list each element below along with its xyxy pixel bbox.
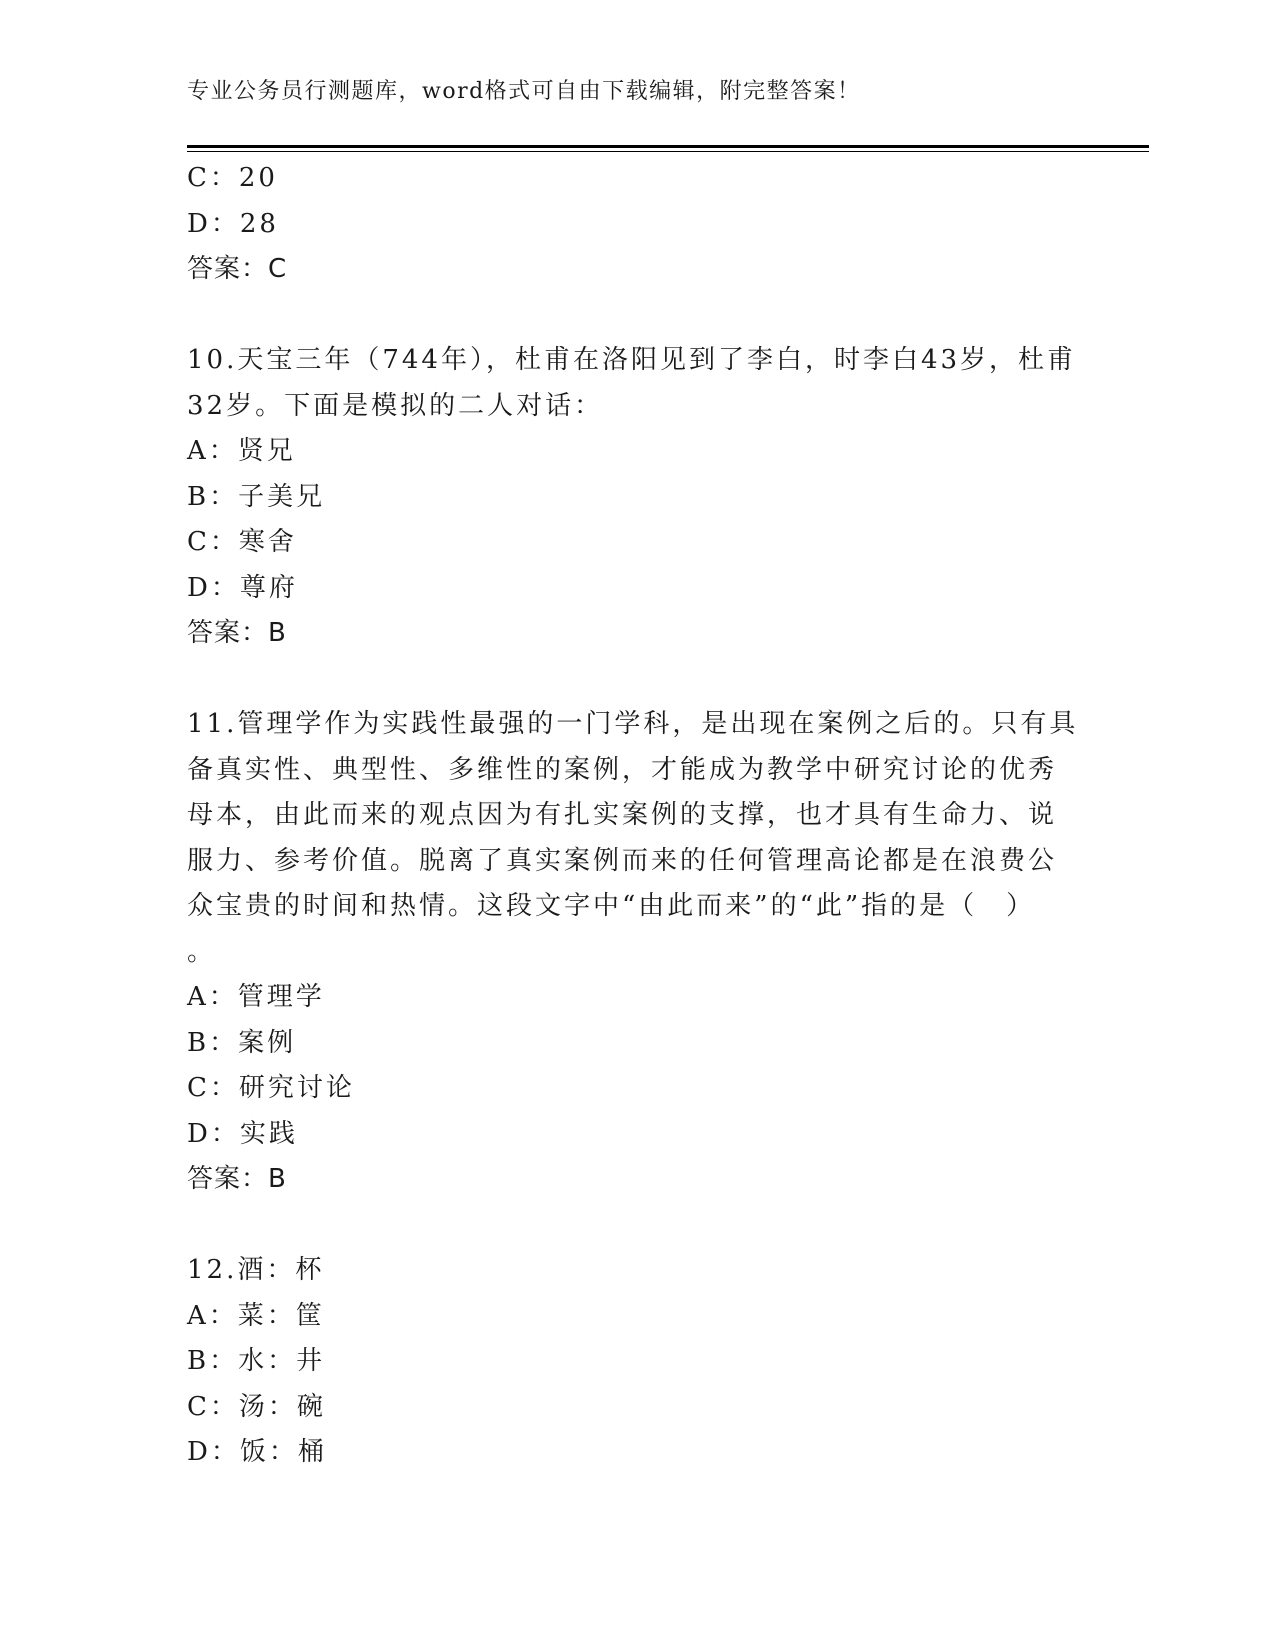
q12-option-a: A：菜：筐 xyxy=(187,1300,325,1331)
q10-option-d: D：尊府 xyxy=(187,572,298,603)
q10-stem xyxy=(187,338,1077,429)
q11-stem-line: 11.管理学作为实践性最强的一门学科，是出现在案例之后的。只有具 xyxy=(187,709,1079,739)
page-header: 专业公务员行测题库，word格式可自由下载编辑，附完整答案！ xyxy=(187,79,861,104)
q11-stem-line: 母本，由此而来的观点因为有扎实案例的支撑，也才具有生命力、说 xyxy=(187,800,1058,830)
q9-option-d: D：28 xyxy=(187,208,279,239)
spacer xyxy=(187,1203,1077,1249)
question-content xyxy=(187,156,1077,1476)
spacer xyxy=(187,657,1077,703)
q11-option-c: C：研究讨论 xyxy=(187,1073,355,1103)
q12-stem-line: 12.酒：杯 xyxy=(187,1255,325,1285)
header-divider-thin xyxy=(187,151,1149,152)
q11-option-a: A：管理学 xyxy=(187,982,325,1012)
q11-stem xyxy=(187,702,1077,975)
q11-option-d: D：实践 xyxy=(187,1118,298,1149)
q9-answer: 答案：C xyxy=(187,254,288,284)
q12-option-d: D：饭：桶 xyxy=(187,1437,327,1467)
q12-option-b: B：水：井 xyxy=(187,1346,326,1376)
q10-stem-line: 10.天宝三年（744年），杜甫在洛阳见到了李白，时李白43岁，杜甫 xyxy=(187,345,1077,375)
q11-stem-line: 。 xyxy=(187,936,217,967)
q10-stem-line: 32岁。下面是模拟的二人对话： xyxy=(187,390,604,421)
q9-option-c: C：20 xyxy=(187,163,278,193)
q12-stem xyxy=(187,1248,1077,1294)
q11-option-b: B：案例 xyxy=(187,1027,297,1058)
q10-answer: 答案：B xyxy=(187,618,287,648)
q10-option-a: A：贤兄 xyxy=(187,436,296,466)
q11-stem-line: 众宝贵的时间和热情。这段文字中“由此而来”的“此”指的是（ ） xyxy=(187,891,1036,921)
header-divider xyxy=(187,145,1149,148)
q10-option-b: B：子美兄 xyxy=(187,481,326,512)
spacer xyxy=(187,293,1077,339)
q11-stem-line: 服力、参考价值。脱离了真实案例而来的任何管理高论都是在浪费公 xyxy=(187,845,1058,876)
q10-option-c: C：寒舍 xyxy=(187,527,297,557)
q12-option-c: C：汤：碗 xyxy=(187,1391,326,1422)
q11-stem-line: 备真实性、典型性、多维性的案例，才能成为教学中研究讨论的优秀 xyxy=(187,754,1058,785)
q11-answer: 答案：B xyxy=(187,1164,287,1194)
